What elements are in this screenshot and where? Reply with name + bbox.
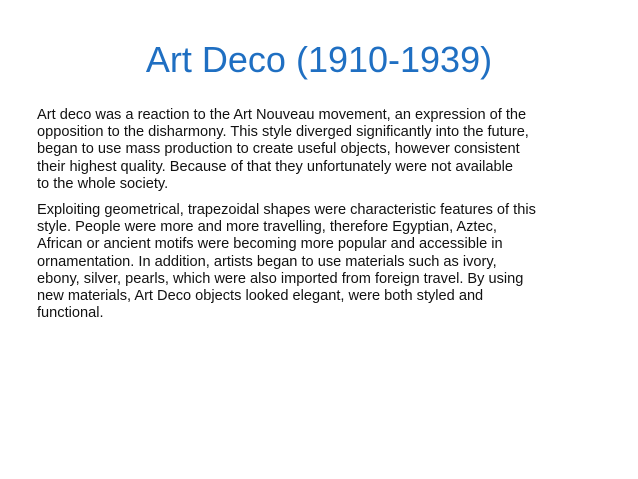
slide-title: Art Deco (1910-1939) — [145, 39, 493, 80]
paragraph-intro: Art deco was a reaction to the Art Nouveau movement, an expression of the opposition to the disharmony. This style diverged significantly into the future, began to use mass production to create useful objects, however consistent their highest quality. Because of that they unfortunately were not available to the whole society. — [37, 107, 529, 192]
slide-body — [37, 107, 609, 322]
paragraph-features: Exploiting geometrical, trapezoidal shapes were characteristic features of this style. People were more and more travelling, therefore Egyptian, Aztec, African or ancient motifs were becoming more popular and accessible in ornamentation. In addition, artists began to use materials such as ivory, ebony, silver, pearls, which were also imported from foreign travel. By using new materials, Art Deco objects looked elegant, were both styled and functional. — [37, 202, 536, 322]
